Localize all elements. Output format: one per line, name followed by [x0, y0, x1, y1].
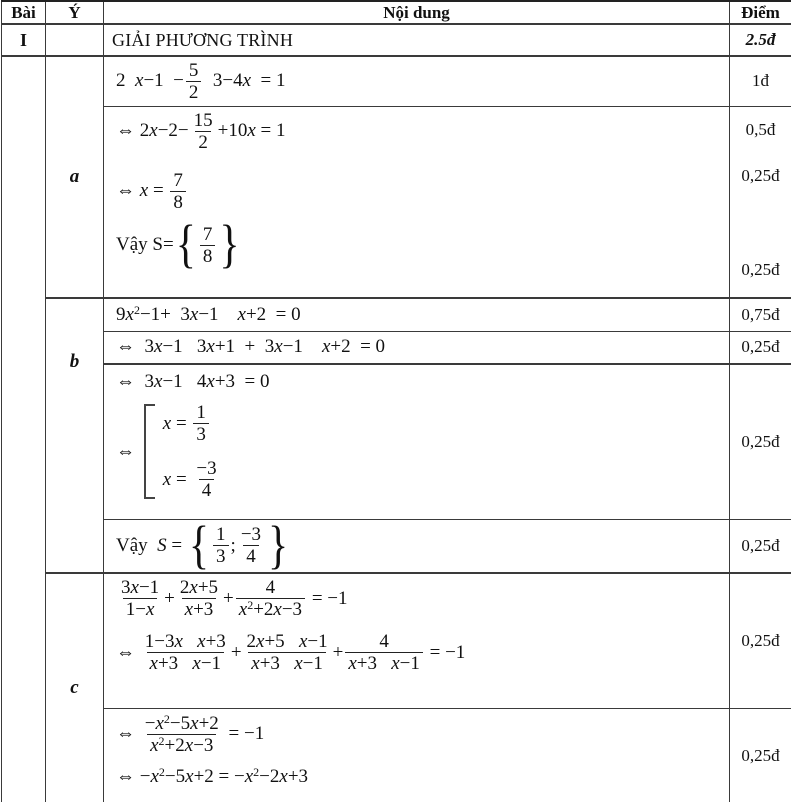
points-cell: 0,75đ	[730, 298, 791, 331]
points-cell: 0,25đ	[730, 364, 791, 519]
part-label-c: c	[46, 573, 104, 802]
bai-empty-cell	[2, 56, 46, 802]
content-cell: 2 x−1 − $\frac{5}{2}$ 3−4x = 1	[104, 56, 730, 106]
table-row	[2, 106, 791, 298]
col-header-noi-dung: Nội dung	[104, 1, 730, 24]
points-value: 0,25đ	[741, 259, 780, 279]
points-value: 0,5đ	[745, 119, 776, 139]
content-cell: ⇔ 2x−2− $\frac{15}{2}$ +10x = 1 ⇔ x = $\frac{7}{8}$ Vậy S= { $\frac{7}{8}$ }	[104, 106, 730, 298]
section-points: 2.5đ	[730, 24, 791, 56]
table-row	[2, 708, 791, 802]
table-row	[2, 331, 791, 364]
points-cell: 0,25đ	[730, 708, 791, 802]
problem-number: I	[2, 24, 46, 56]
content-cell: ⇔ 3x−1 3x+1 + 3x−1 x+2 = 0	[104, 331, 730, 364]
col-header-y: Ý	[46, 1, 104, 24]
content-cell: $\frac{3x-1}{1-x}$ + $\frac{2x+5}{x+3}$ + $\frac{4}{x^2+2x-3}$ = −1 ⇔ $\frac{\text{1−3x x+3}}{x+3 x-1}$ + $\frac{2x+5 x-1}{x+3 x-1}$ + $\frac{4}{x+3 x-1}$ = −1	[104, 573, 730, 708]
content-cell: Vậy S = { $\frac{1}{3}$ ; $\frac{-3}{4}$ }	[104, 519, 730, 573]
table-row	[2, 364, 791, 519]
content-cell: ⇔ $\frac{-x^2-5x+2}{x^2+2x-3}$ = −1 ⇔ $-x^2-5x+2 = -x^2-2x+3$	[104, 708, 730, 802]
part-label-a: a	[46, 56, 104, 298]
part-label-b: b	[46, 298, 104, 573]
answer-key-table	[1, 0, 791, 802]
table-row	[2, 519, 791, 573]
table-row	[2, 298, 791, 331]
table-header-row	[2, 1, 791, 24]
points-cell: 0,25đ	[730, 573, 791, 708]
points-cell	[730, 106, 791, 298]
col-header-diem: Điểm	[730, 1, 791, 24]
content-cell: $9x^2-1+ 3x-1$ x+2 = 0	[104, 298, 730, 331]
table-row	[2, 573, 791, 708]
section-y-cell	[46, 24, 104, 56]
points-value: 0,25đ	[741, 165, 780, 185]
points-cell: 0,25đ	[730, 519, 791, 573]
section-row	[2, 24, 791, 56]
table-row	[2, 56, 791, 106]
points-cell: 0,25đ	[730, 331, 791, 364]
section-title: GIẢI PHƯƠNG TRÌNH	[104, 24, 730, 56]
col-header-bai: Bài	[2, 1, 46, 24]
content-cell: ⇔ 3x−1 4x+3 = 0 ⇔ x = $\frac{1}{3}$ x = $\frac{-3}{4}$	[104, 364, 730, 519]
points-cell: 1đ	[730, 56, 791, 106]
